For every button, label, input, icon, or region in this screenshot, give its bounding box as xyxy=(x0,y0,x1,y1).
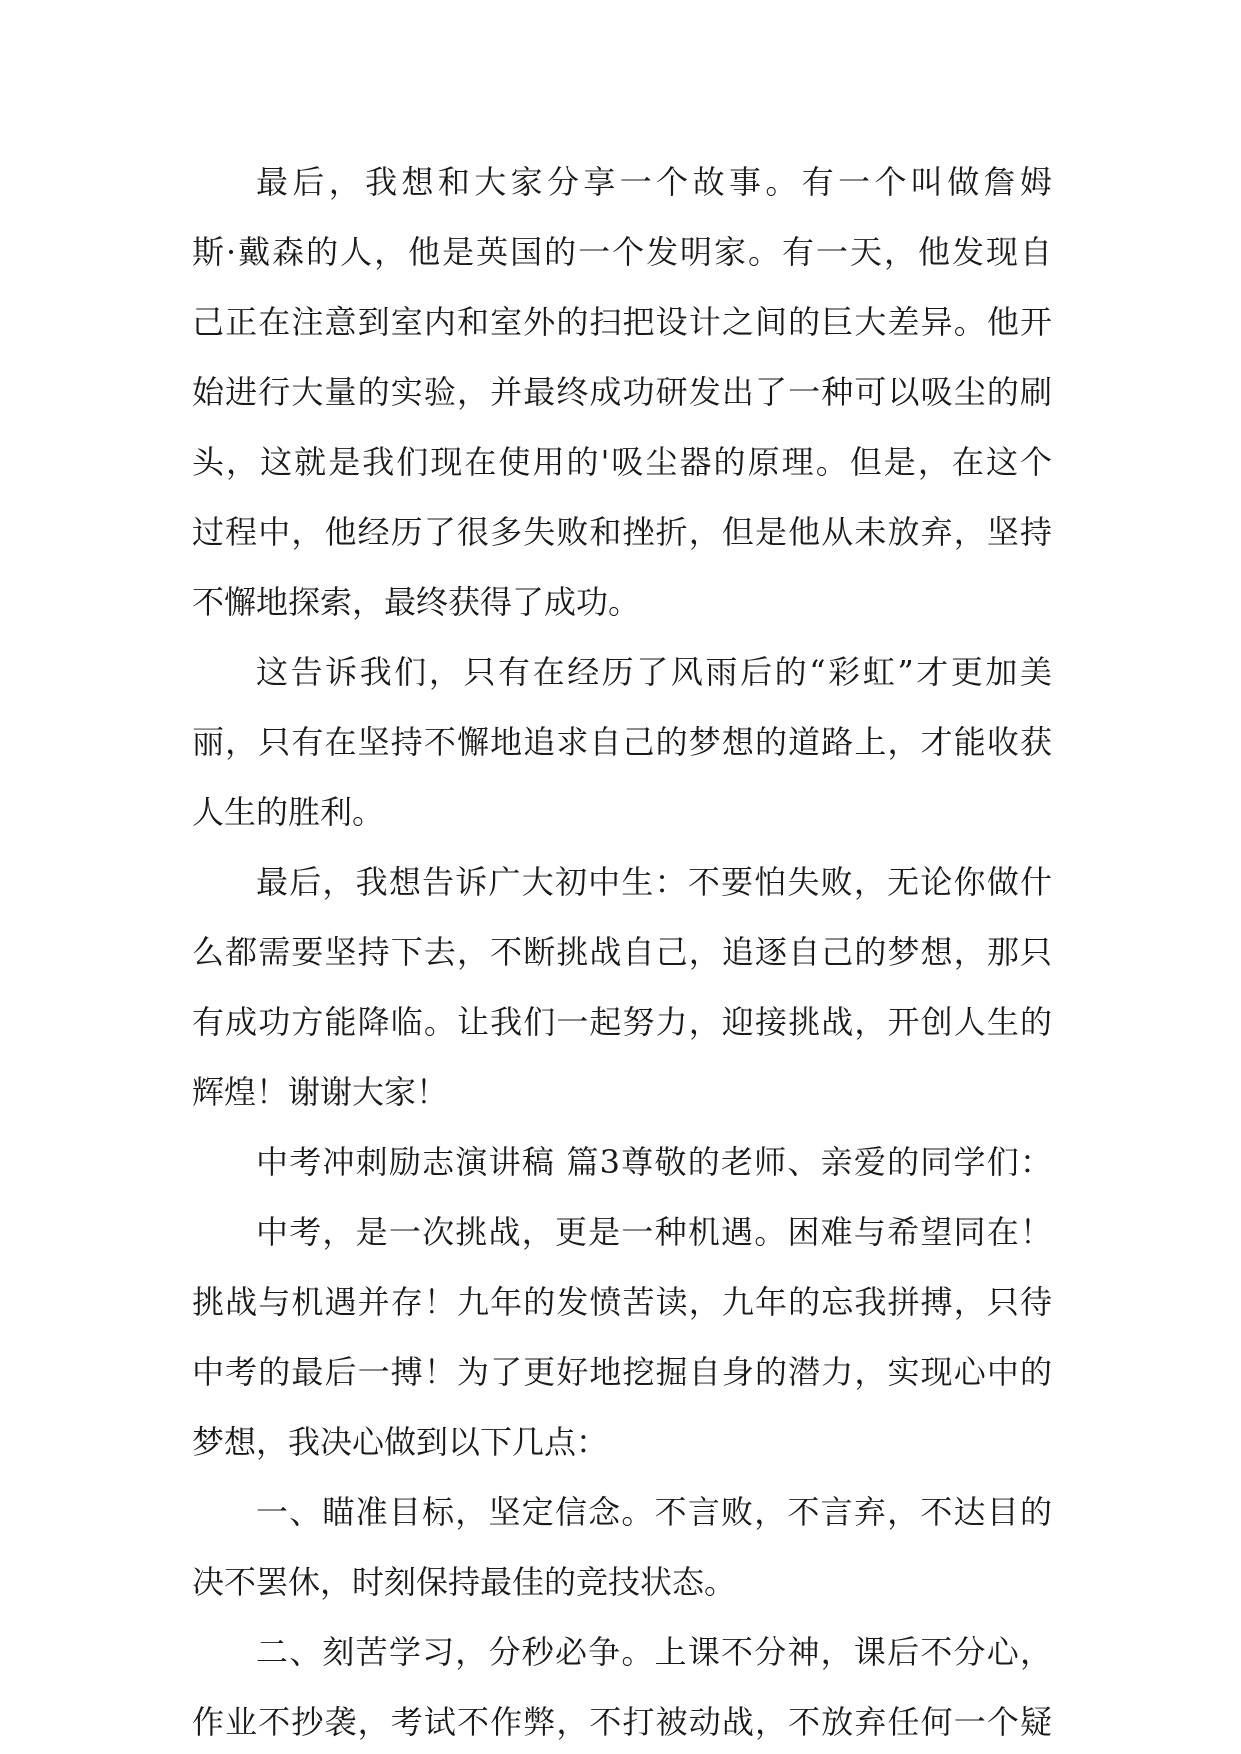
text-line: 斯·戴森的人，他是英国的一个发明家。有一天，他发现自 xyxy=(192,233,1052,271)
text-line: 有成功方能降临。让我们一起努力，迎接挑战，开创人生的 xyxy=(192,1003,1052,1041)
text-line: 中考，是一次挑战，更是一种机遇。困难与希望同在！ xyxy=(256,1213,1052,1251)
text-line: 人生的胜利。 xyxy=(192,793,385,831)
text-line: 一、瞄准目标，坚定信念。不言败，不言弃，不达目的 xyxy=(256,1493,1052,1531)
text-line: 二、刻苦学习，分秒必争。上课不分神，课后不分心， xyxy=(256,1633,1052,1671)
text-line: 过程中，他经历了很多失败和挫折，但是他从未放弃，坚持 xyxy=(192,513,1052,551)
text-line: 己正在注意到室内和室外的扫把设计之间的巨大差异。他开 xyxy=(192,303,1052,341)
text-line: 这告诉我们，只有在经历了风雨后的“彩虹”才更加美 xyxy=(256,653,1052,691)
text-line: 最后，我想告诉广大初中生：不要怕失败，无论你做什 xyxy=(256,863,1052,901)
text-line: 丽，只有在坚持不懈地追求自己的梦想的道路上，才能收获 xyxy=(192,723,1052,761)
text-line: 挑战与机遇并存！九年的发愤苦读，九年的忘我拼搏，只待 xyxy=(192,1283,1052,1321)
text-line: 最后，我想和大家分享一个故事。有一个叫做詹姆 xyxy=(256,163,1052,201)
text-line: 始进行大量的实验，并最终成功研发出了一种可以吸尘的刷 xyxy=(192,373,1052,411)
text-line: 作业不抄袭，考试不作弊，不打被动战，不放弃任何一个疑 xyxy=(192,1703,1052,1741)
text-line: 辉煌！谢谢大家！ xyxy=(192,1073,449,1111)
text-line: 中考的最后一搏！为了更好地挖掘自身的潜力，实现心中的 xyxy=(192,1353,1052,1391)
text-line: 头，这就是我们现在使用的'吸尘器的原理。但是，在这个 xyxy=(192,443,1052,481)
text-line: 梦想，我决心做到以下几点： xyxy=(192,1423,609,1461)
text-line: 么都需要坚持下去，不断挑战自己，追逐自己的梦想，那只 xyxy=(192,933,1052,971)
text-line: 决不罢休，时刻保持最佳的竞技状态。 xyxy=(192,1563,737,1601)
section-heading: 中考冲刺励志演讲稿 篇3尊敬的老师、亲爱的同学们： xyxy=(256,1143,1052,1181)
text-line: 不懈地探索，最终获得了成功。 xyxy=(192,583,641,621)
